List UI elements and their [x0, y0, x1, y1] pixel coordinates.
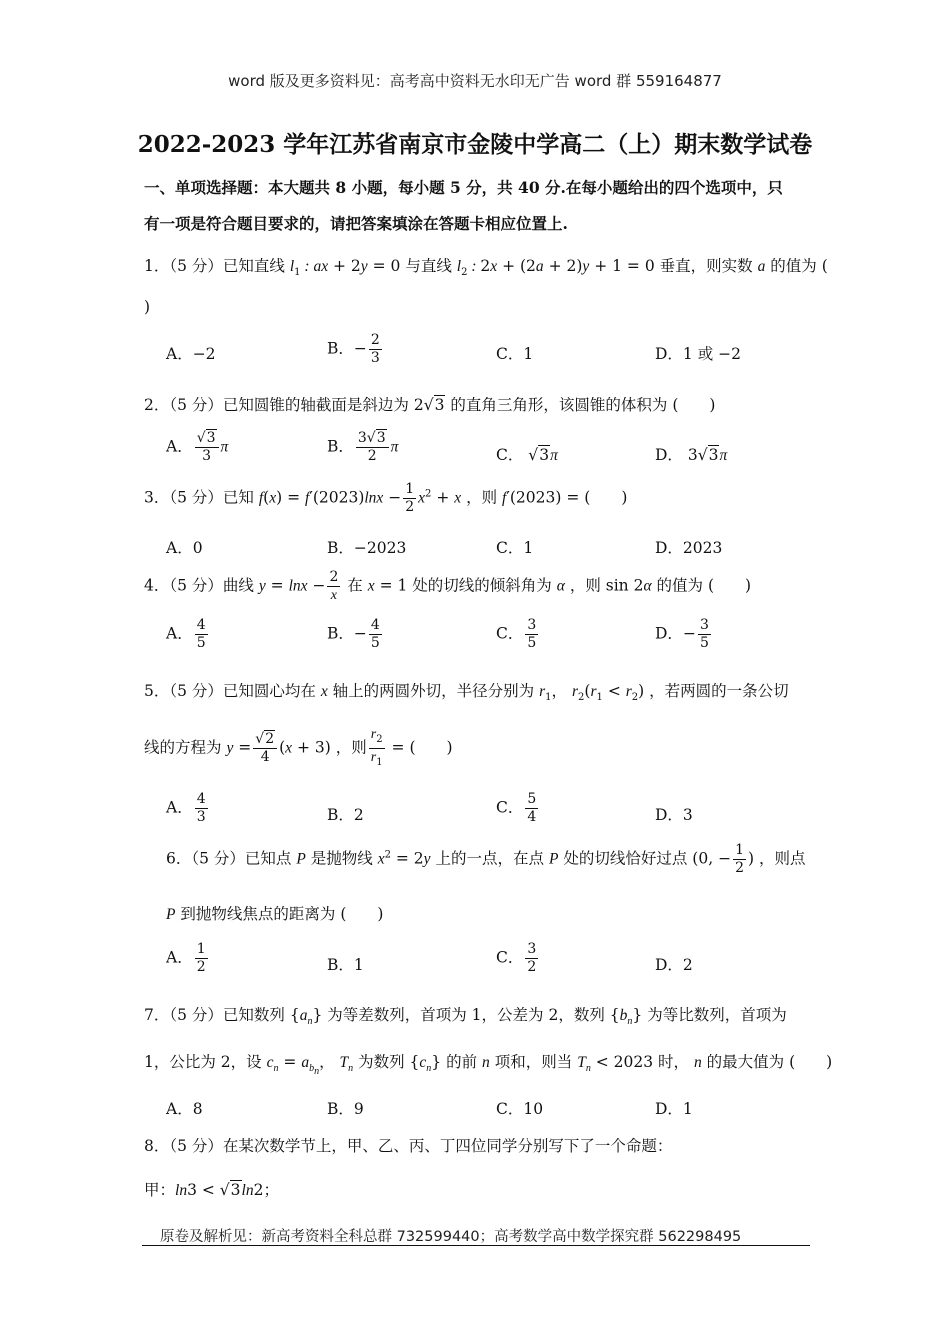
q5-option-a: A． $\frac{4}{3}$ — [166, 791, 206, 825]
question-4: 4．（5 分）曲线 y = lnx − $\frac{2}{x}$ 在 x = 1 处的切线的倾斜角为 α ，则 sin 2α 的值为 ( ) — [144, 569, 752, 603]
q2-option-a: A． $\frac{√3}{3}$ π — [166, 430, 229, 464]
q3-option-a: A．0 — [166, 539, 203, 557]
question-1: 1．（5 分）已知直线 $l_1$ : ax + 2y = 0 与直线 $l_2$ : 2x + (2a + 2)y + 1 = 0 垂直，则实数 a 的值为 ( — [144, 257, 828, 279]
q2-option-b: B． $\frac{3√3}{2}$ π — [327, 430, 399, 464]
q1-option-c: C．1 — [496, 345, 534, 363]
q1-option-a: A．−2 — [166, 345, 216, 363]
q2-option-d: D． 3√3π — [655, 446, 728, 464]
q1-option-b: B．− $\frac{2}{3}$ — [327, 332, 380, 366]
question-6-line1: 6．（5 分）已知点 P 是抛物线 $x^2 = 2y$ 上的一点，在点 P 处的切线恰好过点 (0, − $\frac{1}{2}$ ) ，则点 — [166, 842, 806, 876]
q7-option-c: C．10 — [496, 1100, 544, 1118]
q4-option-c: C． $\frac{3}{5}$ — [496, 617, 537, 651]
q4-option-b: B．− $\frac{4}{5}$ — [327, 617, 380, 651]
question-1-close: ) — [144, 298, 151, 316]
question-5-line1: 5．（5 分）已知圆心均在 x 轴上的两圆外切，半径分别为 $r_1$， $r_2(r_1 < r_2)$ ，若两圆的一条公切 — [144, 682, 789, 704]
page-footer: 原卷及解析见：新高考资料全科总群 732599440；高考数学高中数学探究群 562298495 — [160, 1229, 742, 1245]
exam-title: 2022-2023 学年江苏省南京市金陵中学高二（上）期末数学试卷 — [137, 131, 813, 158]
q4-option-d: D．− $\frac{3}{5}$ — [655, 617, 709, 651]
q5-option-d: D．3 — [655, 806, 693, 824]
page-header: word 版及更多资料见：高考高中资料无水印无广告 word 群 559164877 — [228, 72, 722, 90]
q6-option-b: B．1 — [327, 956, 364, 974]
section-heading-line2: 有一项是符合题目要求的，请把答案填涂在答题卡相应位置上. — [144, 214, 568, 233]
question-8-line1: 8．（5 分）在某次数学节上，甲、乙、丙、丁四位同学分别写下了一个命题： — [144, 1137, 673, 1155]
question-3: 3．（5 分）已知 f(x) = f′(2023)lnx − $\frac{1}{2}$ $x^2 + x$ ，则 f′(2023) = ( ) — [144, 481, 628, 515]
q3-option-b: B．−2023 — [327, 539, 407, 557]
q1-option-d: D．1 或 −2 — [655, 345, 741, 363]
question-7-line1: 7．（5 分）已知数列 $\{a_n\}$ 为等差数列，首项为 1，公差为 2，数列 $\{b_n\}$ 为等比数列，首项为 — [144, 1006, 787, 1028]
q6-option-d: D．2 — [655, 956, 693, 974]
q5-option-c: C． $\frac{5}{4}$ — [496, 791, 537, 825]
q7-option-d: D．1 — [655, 1100, 693, 1118]
q4-option-a: A． $\frac{4}{5}$ — [166, 617, 206, 651]
q6-option-a: A． $\frac{1}{2}$ — [166, 941, 206, 975]
question-6-line2: P 到抛物线焦点的距离为 ( ) — [166, 905, 384, 923]
q7-option-a: A．8 — [166, 1100, 203, 1118]
section-heading-line1: 一、单项选择题：本大题共 8 小题，每小题 5 分，共 40 分.在每小题给出的四个选项中，只 — [144, 178, 783, 197]
q3-option-c: C．1 — [496, 539, 534, 557]
question-7-line2: 1，公比为 2，设 $c_n = a_{b_n}$， $T_n$ 为数列 $\{c_n\}$ 的前 n 项和，则当 $T_n < 2023$ 时， n 的最大值为 ( ) — [144, 1053, 833, 1078]
question-5-line2: 线的方程为 y = $\frac{√2}{4}$ (x + 3) ，则 $\frac{r_2}{r_1}$ = ( ) — [144, 727, 453, 768]
q7-option-b: B．9 — [327, 1100, 364, 1118]
q6-option-c: C． $\frac{3}{2}$ — [496, 941, 537, 975]
q3-option-d: D．2023 — [655, 539, 723, 557]
q2-option-c: C． √3π — [496, 446, 558, 464]
question-8-line2: 甲：ln3 < √3ln2； — [144, 1181, 279, 1199]
question-2: 2．（5 分）已知圆锥的轴截面是斜边为 2√3 的直角三角形，该圆锥的体积为 ( ) — [144, 396, 716, 414]
q5-option-b: B．2 — [327, 806, 364, 824]
footer-divider — [142, 1245, 810, 1246]
